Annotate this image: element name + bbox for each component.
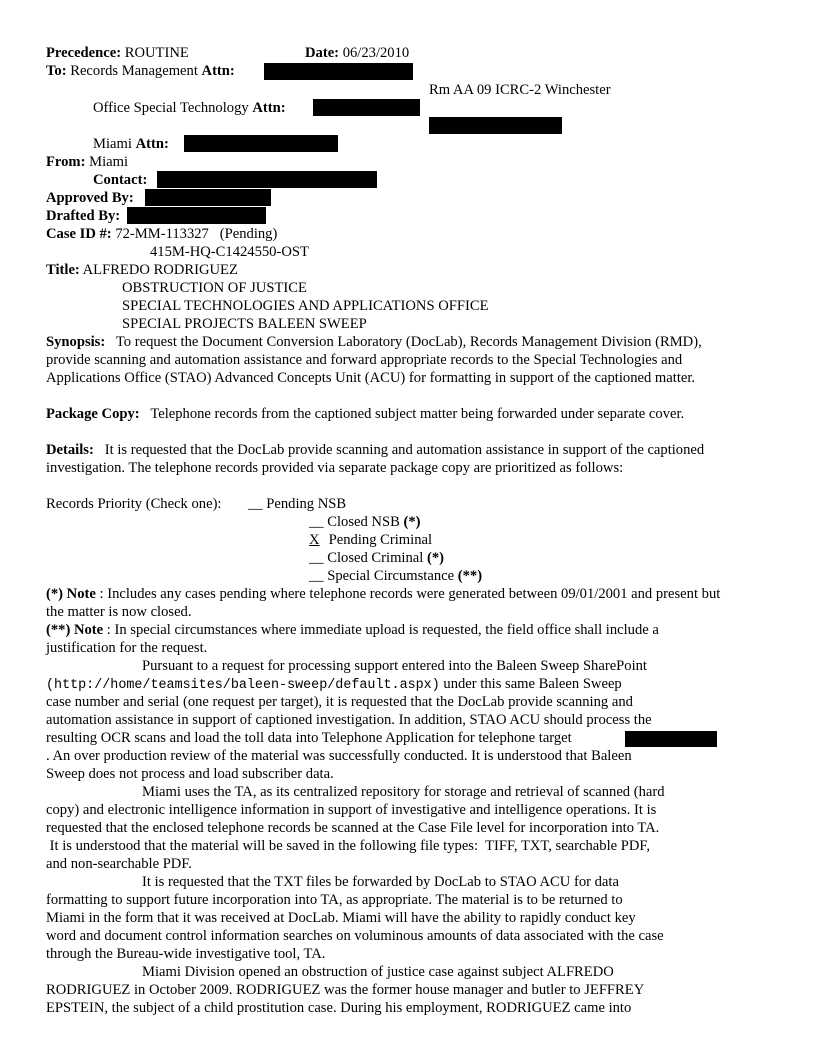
body-p1-line-2-text: under this same Baleen Sweep	[443, 676, 622, 692]
body-p1-line-6: . An over production review of the material was successfully conducted. It is understood that Baleen	[46, 748, 632, 764]
package-label: Package Copy:	[46, 406, 140, 422]
redaction-box	[127, 207, 266, 224]
date-value: 06/23/2010	[342, 45, 410, 61]
title-label: Title:	[46, 262, 80, 278]
body-p1-line-2	[46, 675, 622, 695]
case-line	[46, 225, 277, 243]
body-p1-line-7: Sweep does not process and load subscriber data.	[46, 766, 334, 782]
body-p3-line-4: word and document control information searches on voluminous amounts of data associated with the case	[46, 928, 664, 944]
drafted-label: Drafted By:	[46, 208, 121, 224]
to-line	[46, 62, 235, 80]
details-label: Details:	[46, 442, 94, 458]
date-label: Date:	[305, 45, 340, 61]
synopsis-label: Synopsis:	[46, 334, 106, 350]
priority-text: Special Circumstance	[327, 568, 455, 584]
title-line-4: SPECIAL PROJECTS BALEEN SWEEP	[122, 316, 367, 332]
redaction-box	[429, 117, 562, 134]
body-p4-line-1: Miami Division opened an obstruction of justice case against subject ALFREDO	[142, 964, 614, 980]
title-line-3: SPECIAL TECHNOLOGIES AND APPLICATIONS OFFICE	[122, 298, 489, 314]
attn-label: Attn:	[201, 63, 235, 79]
case-value-1: 72-MM-113327 (Pending)	[115, 226, 278, 242]
from-value: Miami	[89, 154, 129, 170]
priority-option-pending-criminal	[309, 531, 432, 549]
sharepoint-url: (http://home/teamsites/baleen-sweep/default.aspx)	[46, 678, 440, 693]
title-line-2: OBSTRUCTION OF JUSTICE	[122, 280, 307, 296]
redaction-box	[625, 731, 717, 747]
body-p2-line-5: and non-searchable PDF.	[46, 856, 192, 872]
from-label: From:	[46, 154, 86, 170]
priority-suffix: (*)	[403, 514, 421, 530]
attn-label: Attn:	[135, 136, 169, 152]
priority-option-special-circumstance	[309, 567, 482, 585]
priority-mark: __	[309, 550, 324, 566]
title-line	[46, 261, 238, 279]
body-p1-line-3: case number and serial (one request per target), it is requested that the DocLab provide scanning and	[46, 694, 633, 710]
attn-label: Attn:	[252, 100, 286, 116]
priority-mark: __	[248, 496, 263, 512]
body-p3-line-2: formatting to support future incorporation into TA, as appropriate. The material is to be returned to	[46, 892, 623, 908]
priority-option-closed-criminal	[309, 549, 444, 567]
contact-label: Contact:	[93, 172, 148, 188]
synopsis-text: To request the Document Conversion Laboratory (DocLab), Records Management Division (RMD), provide scanning and automation assistance and forward appropriate records to the Special Technologies and Applications Office (STAO) Advanced Concepts Unit (ACU) for formatting in support of the captioned matter.	[46, 334, 702, 386]
approved-label: Approved By:	[46, 190, 134, 206]
miami-to: Miami	[93, 136, 132, 152]
priority-mark: __	[309, 568, 324, 584]
body-p2-line-4: It is understood that the material will be saved in the following file types: TIFF, TXT, searchable PDF,	[46, 838, 650, 854]
body-p1-line-1: Pursuant to a request for processing support entered into the Baleen Sweep SharePoint	[142, 658, 647, 674]
synopsis-paragraph	[46, 333, 726, 387]
priority-mark: __	[309, 514, 324, 530]
note-2-label: (**) Note	[46, 622, 104, 638]
body-p4-line-3: EPSTEIN, the subject of a child prostitution case. During his employment, RODRIGUEZ came into	[46, 1000, 632, 1016]
priority-text: Pending NSB	[266, 496, 347, 512]
note-1-text: : Includes any cases pending where telephone records were generated between 09/01/2001 and present but the matter is now closed.	[46, 586, 721, 620]
case-value-2: 415M-HQ-C1424550-OST	[150, 244, 309, 260]
details-paragraph	[46, 441, 726, 477]
priority-suffix: (**)	[457, 568, 483, 584]
body-p2-line-1: Miami uses the TA, as its centralized repository for storage and retrieval of scanned (hard	[142, 784, 665, 800]
priority-text: Closed NSB	[327, 514, 400, 530]
body-p3-line-5: through the Bureau-wide investigative tool, TA.	[46, 946, 326, 962]
priority-text: Pending Criminal	[328, 532, 433, 548]
body-p2-line-2: copy) and electronic intelligence information in support of investigative and intelligence operations. It is	[46, 802, 657, 818]
date-line	[305, 44, 409, 62]
room-line: Rm AA 09 ICRC-2 Winchester	[429, 82, 611, 98]
office-special-line	[93, 99, 286, 117]
details-text: It is requested that the DocLab provide scanning and automation assistance in support of the captioned investigation. The telephone records provided via separate package copy are prioritized as follows:	[46, 442, 705, 476]
body-p2-line-3: requested that the enclosed telephone records be scanned at the Case File level for incorporation into TA.	[46, 820, 660, 836]
package-text: Telephone records from the captioned subject matter being forwarded under separate cover.	[150, 406, 685, 422]
package-paragraph	[46, 405, 726, 423]
precedence-value: ROUTINE	[124, 45, 189, 61]
case-label: Case ID #:	[46, 226, 112, 242]
body-p3-line-3: Miami in the form that it was received at DocLab. Miami will have the ability to rapidly conduct key	[46, 910, 636, 926]
title-line-1: ALFREDO RODRIGUEZ	[82, 262, 238, 278]
priority-text: Closed Criminal	[327, 550, 424, 566]
priority-option-pending-nsb	[248, 495, 346, 513]
priority-suffix: (*)	[426, 550, 445, 566]
body-p3-line-1: It is requested that the TXT files be forwarded by DocLab to STAO ACU for data	[142, 874, 619, 890]
redaction-box	[157, 171, 377, 188]
note-2	[46, 621, 726, 657]
body-p1-line-4: automation assistance in support of captioned investigation. In addition, STAO ACU should process the	[46, 712, 652, 728]
redaction-box	[313, 99, 420, 116]
precedence-line	[46, 44, 189, 62]
to-value: Records Management	[70, 63, 198, 79]
priority-option-closed-nsb	[309, 513, 421, 531]
precedence-label: Precedence:	[46, 45, 122, 61]
priority-label: Records Priority (Check one):	[46, 496, 222, 512]
redaction-box	[184, 135, 338, 152]
body-p4-line-2: RODRIGUEZ in October 2009. RODRIGUEZ was the former house manager and butler to JEFFREY	[46, 982, 645, 998]
priority-mark-checked: X	[309, 532, 320, 548]
office-special: Office Special Technology	[93, 100, 249, 116]
miami-attn-line	[93, 135, 169, 153]
note-1-label: (*) Note	[46, 586, 96, 602]
to-label: To:	[46, 63, 67, 79]
body-p1-line-5: resulting OCR scans and load the toll data into Telephone Application for telephone target	[46, 730, 572, 746]
redaction-box	[145, 189, 271, 206]
note-2-text: : In special circumstances where immediate upload is requested, the field office shall include a justification for the request.	[46, 622, 659, 656]
redaction-box	[264, 63, 413, 80]
note-1	[46, 585, 726, 621]
from-line	[46, 153, 128, 171]
